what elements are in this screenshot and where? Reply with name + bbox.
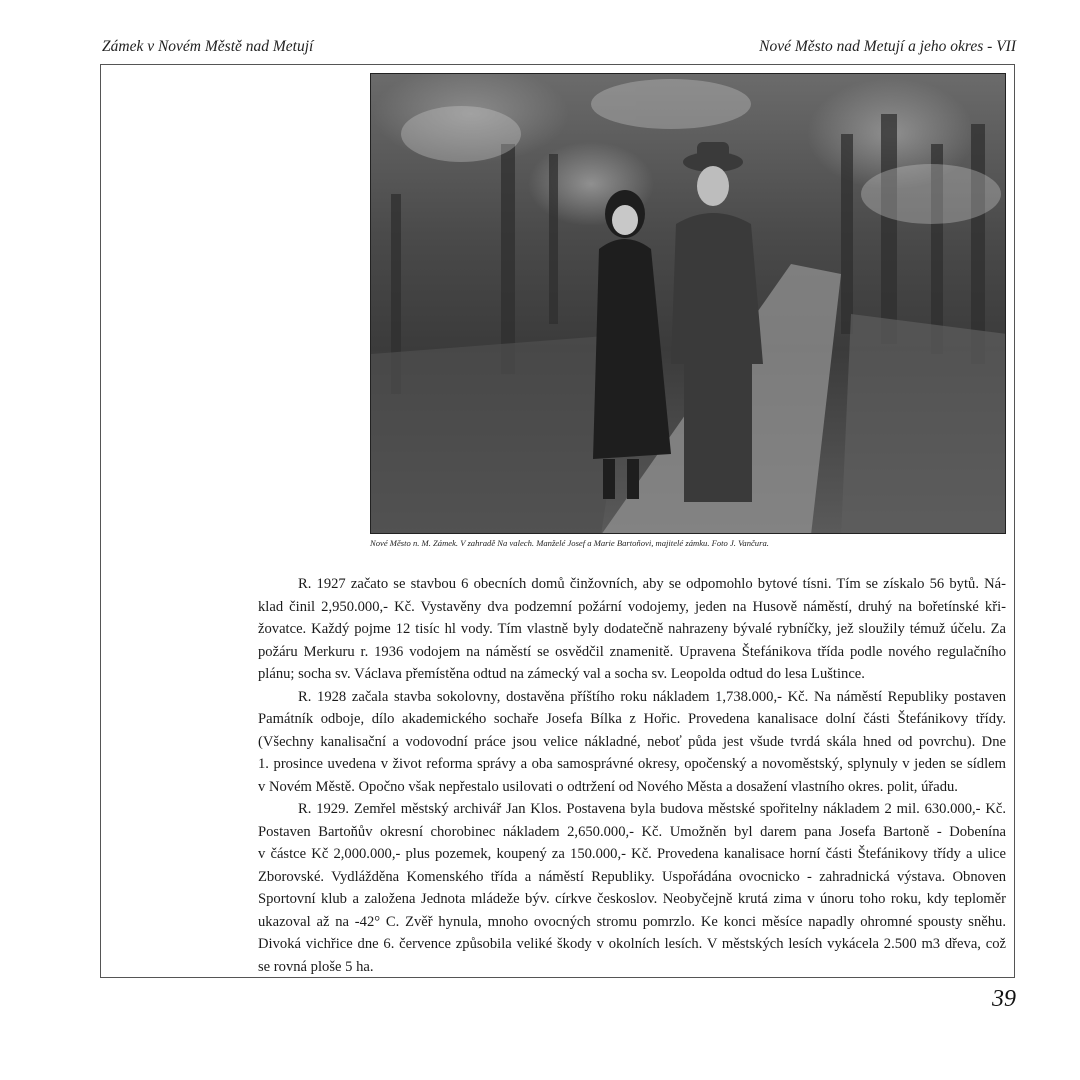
text-line: požáru Merkuru r. 1936 vodojem na náměstí se osvědčil znamenitě. Upravena Štefánikova třída podle nového regulačního [258,643,1006,660]
photo-caption: Nové Město n. M. Zámek. V zahradě Na valech. Manželé Josef a Marie Bartoňovi, majitelé zámku. Foto J. Vančura. [370,538,769,548]
running-head-right: Nové Město nad Metují a jeho okres - VII [759,38,1016,55]
text-line: Sportovní klub a založena Jednota mládeže býv. církve českoslov. Neobyčejně krutá zima v únoru toho roku, kdy teploměr [258,891,1006,907]
text-line: v částce Kč 2,000.000,- plus pozemek, koupený za 150.000,- Kč. Provedena kanalisace horní části Štefánikovy třídy a ulice [258,846,1006,862]
historical-photograph [370,73,1006,534]
text-line: R. 1928 začala stavba sokolovny, dostavěna příštího roku nákladem 1,738.000,- Kč. Na náměstí Republiky postaven [298,688,1006,705]
text-line: R. 1927 začato se stavbou 6 obecních domů činžovních, aby se odpomohlo bytové tísni. Tím se získalo 56 bytů. Ná- [298,576,1006,592]
text-line: Zborovské. Vydlážděna Komenského třída a náměstí Republiky. Uspořádána ovocnicko - zahradnická výstava. Obnoven [258,868,1006,885]
text-line: (Všechny kanalisační a vodovodní práce jsou velice nákladné, neboť půda jest všude tvrdá skála hned od povrchu). Dne [258,733,1006,750]
page-number: 39 [992,986,1016,1012]
running-head-left: Zámek v Novém Městě nad Metují [102,38,314,55]
text-line: ukazoval až na -42° C. Zvěř hynula, mnoho ovocných stromu pomrzlo. Ke konci měsíce napadly ohromné spousty sněhu. [258,913,1006,930]
text-line: R. 1929. Zemřel městský archivář Jan Klos. Postavena byla budova městské spořitelny nákladem 2 mil. 630.000,- Kč. [298,801,1006,817]
text-line: 1. prosince uvedena v život reforma správy a oba samosprávné okresy, opočenský a novoměstský, splynuly v jeden se sídlem [258,756,1006,772]
text-line: klad činil 2,950.000,- Kč. Vystavěny dva podzemní požární vodojemy, jeden na Husově náměstí, druhý na bořetínské kři- [258,598,1006,615]
text-line: v Novém Městě. Opočno však nepřestalo usilovati o odtržení od Nového Města a dosažení vlastního okres. polit, úřadu. [258,778,958,795]
text-line: žovatce. Každý pojme 12 tisíc hl vody. Tím vlastně byly dodatečně nahrazeny bývalé rybníčky, jež sloužily témuž účelu. Za [258,621,1006,637]
text-line: Památník odboje, dílo akademického sochaře Josefa Bílka z Hořic. Provedena kanalisace dolní části Štefánikovy třídy. [258,711,1006,727]
body-text [258,573,1006,978]
text-line: se rovná ploše 5 ha. [258,958,374,975]
text-line: Postaven Bartoňův okresní chorobinec nákladem 2,650.000,- Kč. Umožněn byl darem pana Josefa Bartoně - Dobenína [258,823,1006,840]
text-line: Divoká vichřice dne 6. července způsobila veliké škody v okolních lesích. V městských lesích vykácela 2.500 m3 dřeva, což [258,936,1006,952]
text-line: plánu; socha sv. Václava přemístěna odtud na zámecký val a socha sv. Leopolda odtud do lesa Luštince. [258,666,865,682]
